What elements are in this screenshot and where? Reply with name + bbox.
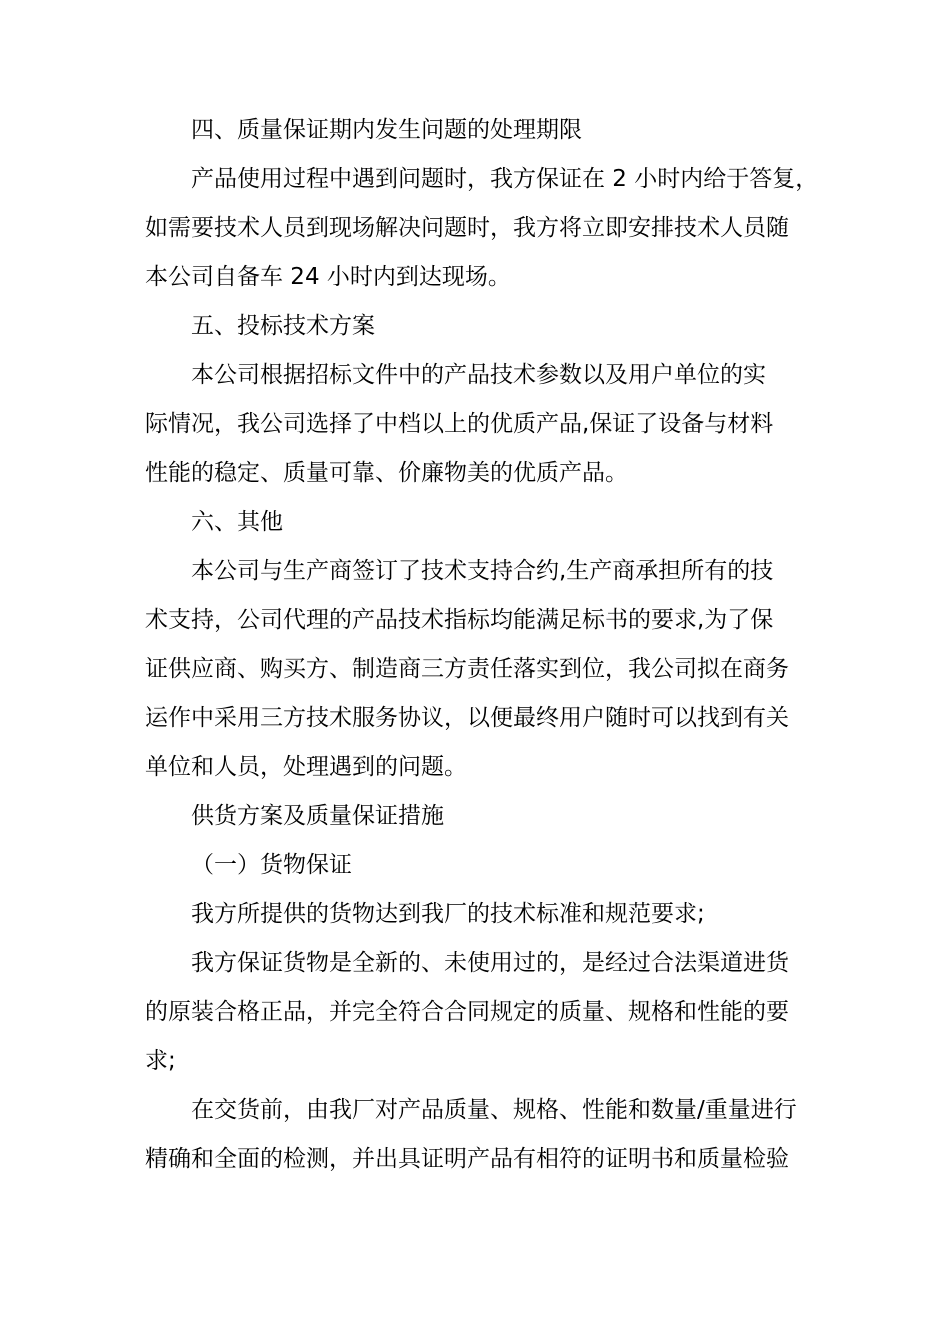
paragraph-other — [145, 547, 830, 792]
text-line: 精确和全面的检测，并出具证明产品有相符的证明书和质量检验 — [145, 1146, 789, 1172]
section-heading-supply-plan: 供货方案及质量保证措施 — [191, 803, 444, 829]
text-line: 我方保证货物是全新的、未使用过的，是经过合法渠道进货 — [191, 950, 789, 976]
text-line: 术支持，公司代理的产品技术指标均能满足标书的要求,为了保 — [145, 607, 774, 633]
text-line: 本公司与生产商签订了技术支持合约,生产商承担所有的技 — [191, 558, 774, 584]
text-line: 性能的稳定、质量可靠、价廉物美的优质产品。 — [145, 460, 628, 486]
subsection-heading-goods: （一）货物保证 — [191, 852, 352, 878]
section-heading-4: 四、质量保证期内发生问题的处理期限 — [191, 117, 582, 143]
text-line: 在交货前，由我厂对产品质量、规格、性能和数量/重量进行 — [191, 1097, 797, 1123]
text-line: 单位和人员，处理遇到的问题。 — [145, 754, 467, 780]
text-line: 的原装合格正品，并完全符合合同规定的质量、规格和性能的要 — [145, 999, 789, 1025]
text-line: 我方所提供的货物达到我厂的技术标准和规范要求; — [191, 901, 705, 927]
section-heading-5: 五、投标技术方案 — [191, 313, 375, 339]
text-line: 如需要技术人员到现场解决问题时，我方将立即安排技术人员随 — [145, 215, 789, 241]
paragraph-new-goods — [145, 939, 830, 1086]
paragraph-pre-delivery-inspection — [145, 1086, 830, 1184]
text-line: 本公司自备车 24 小时内到达现场。 — [145, 264, 511, 290]
text-line: 本公司根据招标文件中的产品技术参数以及用户单位的实 — [191, 362, 766, 388]
paragraph-technical-plan — [145, 351, 830, 498]
text-line: 产品使用过程中遇到问题时，我方保证在 2 小时内给于答复， — [191, 166, 819, 192]
section-heading-6: 六、其他 — [191, 509, 283, 535]
paragraph-response-time — [145, 155, 830, 302]
text-line: 证供应商、购买方、制造商三方责任落实到位，我公司拟在商务 — [145, 656, 789, 682]
paragraph-standards — [145, 890, 830, 939]
text-line: 求; — [145, 1048, 176, 1074]
text-line: 际情况，我公司选择了中档以上的优质产品,保证了设备与材料 — [145, 411, 774, 437]
text-line: 运作中采用三方技术服务协议，以便最终用户随时可以找到有关 — [145, 705, 789, 731]
